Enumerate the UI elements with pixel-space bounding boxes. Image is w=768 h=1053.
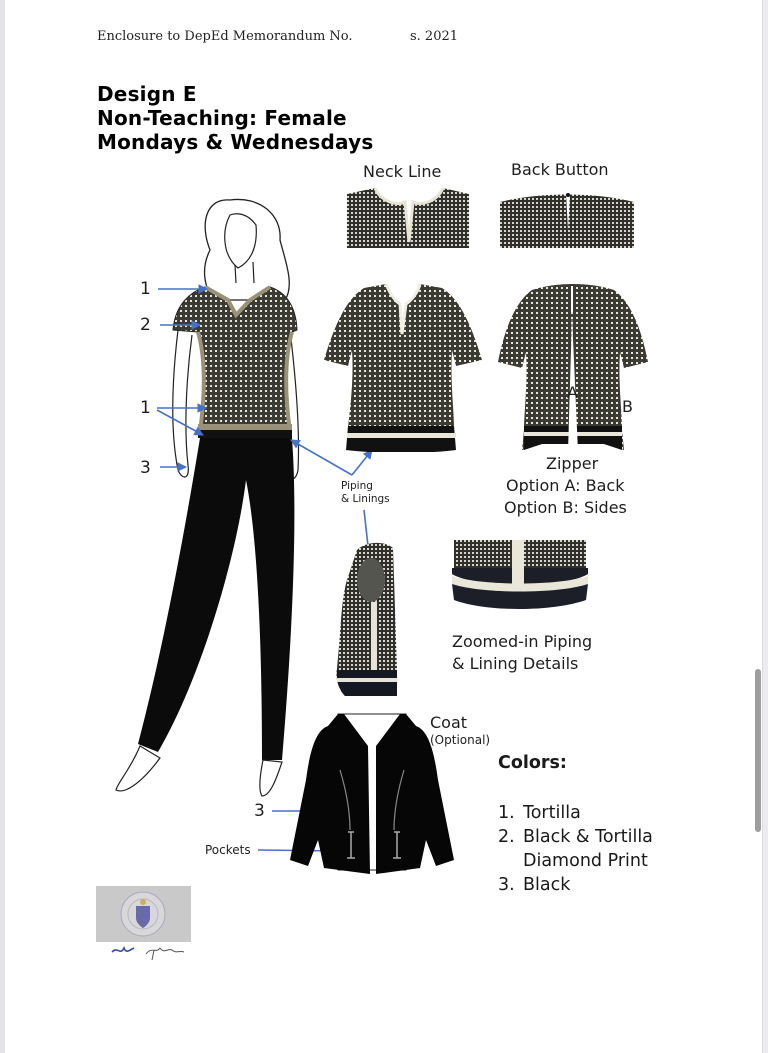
color-item [498,873,653,897]
callout-body-number: 2 [140,315,151,335]
callout-coat-number: 3 [254,801,265,821]
neck-line-label: Neck Line [363,162,442,181]
zipper-marker-a: A [567,383,578,402]
design-title: Design E [97,82,197,106]
neck-line-photo [347,188,469,248]
callout-neck-number: 1 [140,279,151,299]
zipper-option-b: Option B: Sides [504,498,627,517]
zoomed-detail-label-line2: & Lining Details [452,654,579,673]
callout-side-number: 1 [140,398,151,418]
color-item-number: 3. [498,875,515,895]
deped-seal-icon [96,886,191,942]
back-button-label: Back Button [511,160,609,179]
design-subtitle: Non-Teaching: Female [97,106,347,130]
color-item-name: Tortilla [523,803,581,823]
blouse-back-photo [496,282,650,452]
piping-linings-label-line1: Piping [341,480,373,492]
coat-label: Coat [430,713,468,732]
piping-linings-label-line2: & Linings [341,493,390,505]
color-item-number [498,849,523,873]
enclosure-header: Enclosure to DepEd Memorandum No. [97,29,353,44]
zipper-title: Zipper [546,454,599,473]
colors-title: Colors: [498,753,567,773]
back-button-photo [500,190,634,248]
colors-list [498,801,653,897]
color-item [498,801,653,825]
zoomed-detail-label-line1: Zoomed-in Piping [452,632,593,651]
color-item-number: 2. [498,827,515,847]
design-schedule: Mondays & Wednesdays [97,130,374,154]
signatures-image [110,940,190,962]
coat-optional-note: (Optional) [430,733,491,747]
callout-pockets-label: Pockets [205,843,251,857]
deped-seal-image [96,886,191,942]
blouse-front-photo [324,280,484,452]
color-item [498,849,653,873]
zipper-option-a: Option A: Back [506,476,625,495]
callout-pants-number: 3 [140,458,151,478]
blouse-side-photo [335,540,425,700]
color-item-name: Black & Tortilla [523,827,653,847]
series-year: s. 2021 [410,29,459,44]
color-item-name: Black [523,875,571,895]
zoomed-piping-photo [452,540,588,610]
zipper-marker-b: B [622,397,633,416]
color-item-number: 1. [498,803,515,823]
color-item [498,825,653,849]
color-item-name: Diamond Print [523,851,648,871]
